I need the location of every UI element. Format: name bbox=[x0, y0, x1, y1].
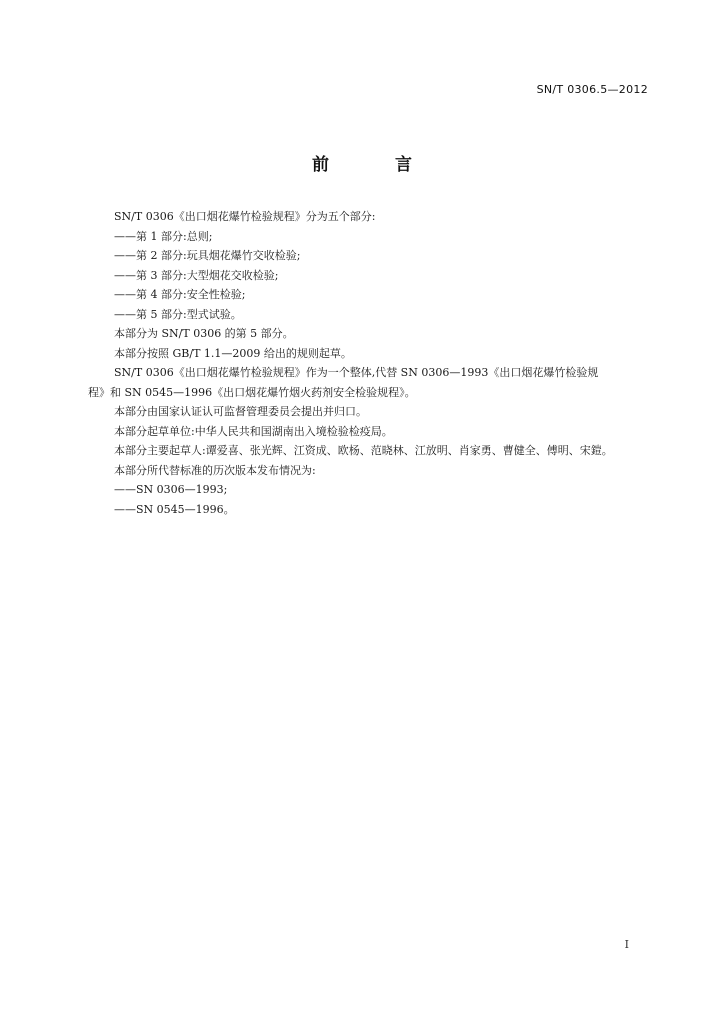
foreword-body bbox=[88, 207, 656, 519]
list-item-part-2: ——第 2 部分:玩具烟花爆竹交收检验; bbox=[114, 249, 301, 262]
list-item-part-1: ——第 1 部分:总则; bbox=[114, 229, 213, 243]
document-code: SN/T 0306.5—2012 bbox=[536, 83, 648, 96]
paragraph-previous-editions: 本部分所代替标准的历次版本发布情况为: bbox=[114, 463, 316, 477]
list-item-part-4: ——第 4 部分:安全性检验; bbox=[114, 288, 246, 301]
list-item-edition-1: ——SN 0306—1993; bbox=[114, 483, 228, 496]
paragraph-parts-intro: SN/T 0306《出口烟花爆竹检验规程》分为五个部分: bbox=[114, 210, 376, 223]
paragraph-replaces-continued bbox=[88, 383, 656, 403]
list-item-edition-2: ——SN 0545—1996。 bbox=[114, 502, 235, 516]
paragraph-drafters: 本部分主要起草人:谭爱喜、张光辉、江资成、欧杨、范晓林、江放明、肖家勇、曹健全、傅明、宋鎧。 bbox=[114, 444, 613, 457]
paragraph-replaces-line-1: SN/T 0306《出口烟花爆竹检验规程》作为一个整体,代替 SN 0306—1993《出口烟花爆竹检验规 bbox=[114, 366, 599, 379]
paragraph-drafting-unit: 本部分起草单位:中华人民共和国湖南出入境检验检疫局。 bbox=[114, 424, 393, 438]
paragraph-replaces-line-2: 程》和 SN 0545—1996《出口烟花爆竹烟火药剂安全检验规程》。 bbox=[88, 385, 416, 399]
page-title: 前 言 bbox=[312, 155, 442, 175]
list-item-part-5: ——第 5 部分:型式试验。 bbox=[114, 307, 242, 321]
list-item-part-3: ——第 3 部分:大型烟花交收检验; bbox=[114, 268, 279, 282]
page-number: I bbox=[624, 938, 629, 951]
paragraph-replaces bbox=[88, 363, 656, 383]
paragraph-proposed-by: 本部分由国家认证认可监督管理委员会提出并归口。 bbox=[114, 405, 367, 418]
paragraph-drafting-rules: 本部分按照 GB/T 1.1—2009 给出的规则起草。 bbox=[114, 346, 352, 360]
paragraph-part-number: 本部分为 SN/T 0306 的第 5 部分。 bbox=[114, 327, 294, 340]
